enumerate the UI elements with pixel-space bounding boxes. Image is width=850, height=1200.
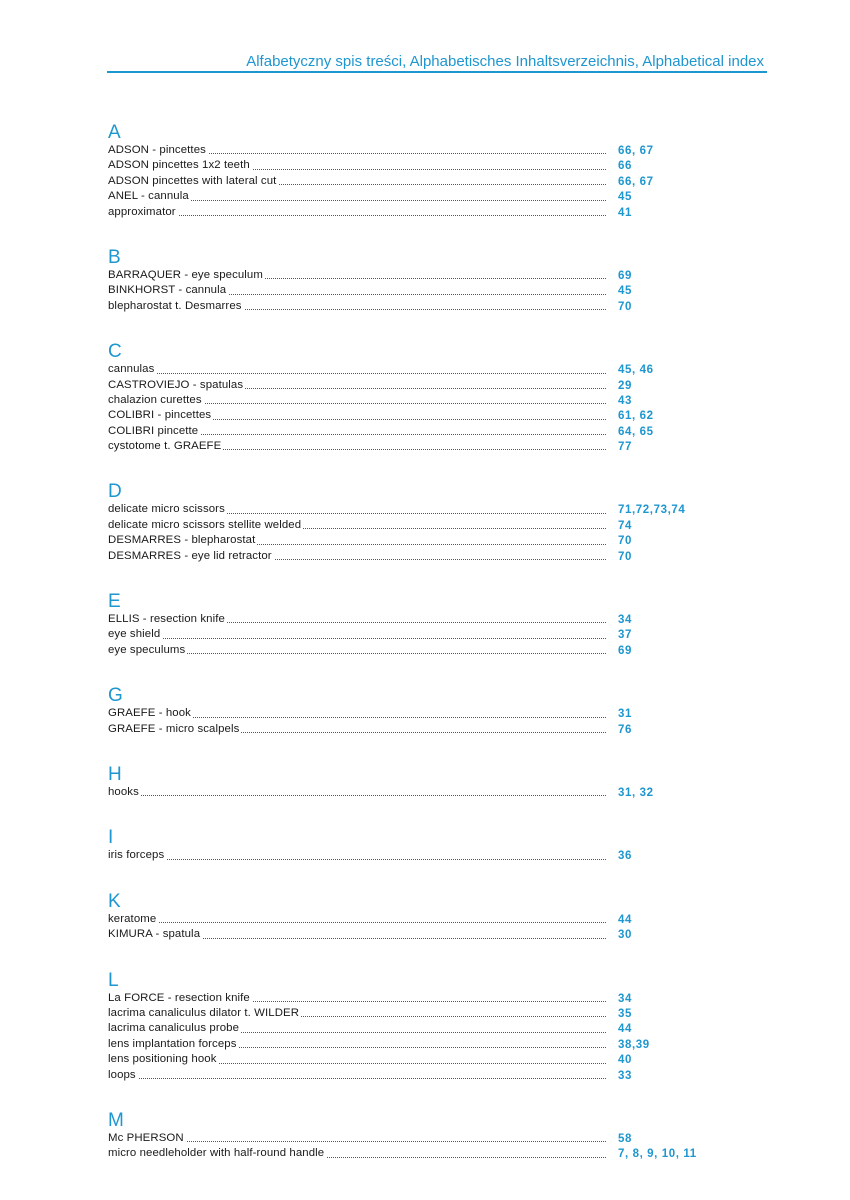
entry-page-numbers: 69 bbox=[618, 644, 632, 657]
entry-term-text: GRAEFE - micro scalpels bbox=[108, 722, 240, 735]
entry-page-numbers: 34 bbox=[618, 992, 632, 1005]
entry-term bbox=[108, 1021, 606, 1036]
entry-page-numbers: 64, 65 bbox=[618, 425, 654, 438]
entry-term-text: COLIBRI - pincettes bbox=[108, 409, 212, 422]
entry-term bbox=[108, 189, 606, 204]
entry-term bbox=[108, 612, 606, 627]
entry-page-numbers: 44 bbox=[618, 913, 632, 926]
entry-term-text: lens positioning hook bbox=[108, 1053, 217, 1066]
entry-term-text: ANEL - cannula bbox=[108, 190, 189, 203]
entry-term-text: cannulas bbox=[108, 363, 155, 376]
entry-term-text: micro needleholder with half-round handle bbox=[108, 1147, 325, 1160]
index-entry bbox=[108, 408, 718, 423]
entry-page-numbers: 40 bbox=[618, 1054, 632, 1067]
index-section bbox=[108, 248, 718, 314]
entry-term-text: lens implantation forceps bbox=[108, 1037, 237, 1050]
entry-term-text: ADSON pincettes with lateral cut bbox=[108, 174, 277, 187]
index-entry bbox=[108, 927, 718, 942]
entry-page-numbers: 71,72,73,74 bbox=[618, 504, 686, 517]
entry-page-numbers: 66 bbox=[618, 160, 632, 173]
section-letter: H bbox=[108, 763, 122, 785]
entry-term bbox=[108, 158, 606, 173]
section-letter: L bbox=[108, 969, 119, 991]
index-section bbox=[108, 123, 718, 220]
index-entry bbox=[108, 299, 718, 314]
entry-page-numbers: 30 bbox=[618, 929, 632, 942]
entry-term bbox=[108, 362, 606, 377]
entry-term-text: delicate micro scissors stellite welded bbox=[108, 518, 302, 531]
entry-page-numbers: 61, 62 bbox=[618, 410, 654, 423]
index-entry bbox=[108, 424, 718, 439]
header-divider bbox=[107, 71, 767, 73]
entry-term-text: ADSON pincettes 1x2 teeth bbox=[108, 159, 250, 172]
entry-term bbox=[108, 549, 606, 564]
index-entry bbox=[108, 627, 718, 642]
entry-term bbox=[108, 1068, 606, 1083]
index-entry bbox=[108, 785, 718, 800]
entry-term-text: BINKHORST - cannula bbox=[108, 284, 227, 297]
entry-term bbox=[108, 1131, 606, 1146]
entry-term bbox=[108, 722, 606, 737]
index-entry bbox=[108, 143, 718, 158]
index-entry bbox=[108, 205, 718, 220]
index-section bbox=[108, 686, 718, 737]
entry-term bbox=[108, 408, 606, 423]
entry-term-text: DESMARRES - eye lid retractor bbox=[108, 549, 272, 562]
entry-term-text: iris forceps bbox=[108, 849, 165, 862]
entry-term bbox=[108, 143, 606, 158]
section-letter: A bbox=[108, 122, 121, 143]
entry-page-numbers: 76 bbox=[618, 723, 632, 736]
index-section bbox=[108, 482, 718, 564]
entry-term-text: chalazion curettes bbox=[108, 393, 202, 406]
entry-page-numbers: 41 bbox=[618, 206, 632, 219]
entry-term bbox=[108, 518, 606, 533]
entry-term-text: COLIBRI pincette bbox=[108, 424, 199, 437]
index-entry bbox=[108, 706, 718, 721]
section-letter: B bbox=[108, 246, 121, 268]
entry-term bbox=[108, 174, 606, 189]
entry-page-numbers: 66, 67 bbox=[618, 145, 654, 157]
section-letter: C bbox=[108, 341, 122, 363]
index-entry bbox=[108, 378, 718, 393]
index-entry bbox=[108, 991, 718, 1006]
section-letter: K bbox=[108, 890, 121, 912]
index-entry bbox=[108, 1068, 718, 1083]
entry-term-text: delicate micro scissors bbox=[108, 503, 225, 516]
entry-term bbox=[108, 205, 606, 220]
section-letter: E bbox=[108, 591, 121, 613]
index-section bbox=[108, 828, 718, 863]
entry-term bbox=[108, 502, 606, 517]
entry-page-numbers: 31, 32 bbox=[618, 786, 654, 799]
entry-term bbox=[108, 706, 606, 721]
entry-page-numbers: 31 bbox=[618, 708, 632, 721]
entry-term bbox=[108, 299, 606, 314]
entry-term-text: ELLIS - resection knife bbox=[108, 613, 225, 626]
index-entry bbox=[108, 189, 718, 204]
entry-page-numbers: 70 bbox=[618, 550, 632, 563]
entry-page-numbers: 77 bbox=[618, 441, 632, 454]
entry-page-numbers: 38,39 bbox=[618, 1038, 650, 1051]
entry-page-numbers: 70 bbox=[618, 535, 632, 548]
entry-term-text: eye speculums bbox=[108, 643, 186, 656]
entry-page-numbers: 45 bbox=[618, 191, 632, 204]
index-entry bbox=[108, 1131, 718, 1146]
entry-page-numbers: 36 bbox=[618, 850, 632, 863]
index-entry bbox=[108, 912, 718, 927]
entry-term bbox=[108, 848, 606, 863]
index-entry bbox=[108, 533, 718, 548]
entry-term bbox=[108, 912, 606, 927]
index-entry bbox=[108, 1006, 718, 1021]
entry-term bbox=[108, 393, 606, 408]
index-entry bbox=[108, 1021, 718, 1036]
entry-page-numbers: 45 bbox=[618, 285, 632, 298]
section-letter: G bbox=[108, 685, 123, 707]
index-entry bbox=[108, 612, 718, 627]
entry-term bbox=[108, 1146, 606, 1161]
entry-term-text: blepharostat t. Desmarres bbox=[108, 299, 242, 312]
entry-term bbox=[108, 439, 606, 454]
entry-term-text: Mc PHERSON bbox=[108, 1131, 184, 1144]
entry-term bbox=[108, 378, 606, 393]
section-letter: M bbox=[108, 1109, 124, 1131]
entry-term bbox=[108, 533, 606, 548]
entry-page-numbers: 43 bbox=[618, 394, 632, 407]
entry-term bbox=[108, 268, 606, 283]
index-entry bbox=[108, 283, 718, 298]
entry-term-text: lacrima canaliculus dilator t. WILDER bbox=[108, 1006, 300, 1019]
entry-page-numbers: 45, 46 bbox=[618, 364, 654, 377]
index-section bbox=[108, 892, 718, 943]
index-entry bbox=[108, 439, 718, 454]
index-entry bbox=[108, 1037, 718, 1052]
entry-term bbox=[108, 643, 606, 658]
index-entry bbox=[108, 722, 718, 737]
index-entry bbox=[108, 1146, 718, 1161]
entry-term-text: hooks bbox=[108, 785, 139, 798]
entry-page-numbers: 35 bbox=[618, 1007, 632, 1020]
index-entry bbox=[108, 518, 718, 533]
entry-term bbox=[108, 1006, 606, 1021]
entry-term bbox=[108, 927, 606, 942]
entry-page-numbers: 7, 8, 9, 10, 11 bbox=[618, 1148, 697, 1161]
entry-term-text: lacrima canaliculus probe bbox=[108, 1022, 240, 1035]
entry-term-text: eye shield bbox=[108, 628, 161, 641]
entry-term-text: La FORCE - resection knife bbox=[108, 991, 250, 1004]
index-entry bbox=[108, 158, 718, 173]
index-section bbox=[108, 971, 718, 1083]
entry-term-text: keratome bbox=[108, 912, 157, 925]
entry-term-text: cystotome t. GRAEFE bbox=[108, 440, 222, 453]
entry-page-numbers: 29 bbox=[618, 379, 632, 392]
entry-term bbox=[108, 1052, 606, 1067]
entry-term-text: KIMURA - spatula bbox=[108, 928, 201, 941]
entry-term bbox=[108, 785, 606, 800]
index-entry bbox=[108, 393, 718, 408]
index-entry bbox=[108, 268, 718, 283]
entry-term-text: GRAEFE - hook bbox=[108, 707, 191, 720]
entry-page-numbers: 44 bbox=[618, 1023, 632, 1036]
index-entry bbox=[108, 502, 718, 517]
index-entry bbox=[108, 174, 718, 189]
entry-page-numbers: 33 bbox=[618, 1069, 632, 1082]
index-section bbox=[108, 765, 718, 800]
page-header-title: Alfabetyczny spis treści, Alphabetisches Inhaltsverzeichnis, Alphabetical index bbox=[246, 53, 764, 70]
entry-term bbox=[108, 991, 606, 1006]
entry-term-text: CASTROVIEJO - spatulas bbox=[108, 378, 244, 391]
entry-term-text: DESMARRES - blepharostat bbox=[108, 534, 256, 547]
index-entry bbox=[108, 362, 718, 377]
entry-term-text: BARRAQUER - eye speculum bbox=[108, 268, 263, 281]
index-entry bbox=[108, 549, 718, 564]
alphabetical-index bbox=[108, 95, 718, 1162]
entry-page-numbers: 66, 67 bbox=[618, 175, 654, 188]
index-entry bbox=[108, 848, 718, 863]
entry-term-text: loops bbox=[108, 1068, 136, 1081]
entry-page-numbers: 74 bbox=[618, 519, 632, 532]
entry-page-numbers: 70 bbox=[618, 300, 632, 313]
section-letter: D bbox=[108, 481, 122, 503]
index-entry bbox=[108, 643, 718, 658]
index-section bbox=[108, 342, 718, 454]
entry-term bbox=[108, 424, 606, 439]
entry-term bbox=[108, 283, 606, 298]
index-section bbox=[108, 1111, 718, 1162]
entry-page-numbers: 69 bbox=[618, 269, 632, 282]
entry-term-text: ADSON - pincettes bbox=[108, 144, 206, 156]
entry-term bbox=[108, 627, 606, 642]
entry-term-text: approximator bbox=[108, 205, 176, 218]
section-letter: I bbox=[108, 827, 114, 849]
index-section bbox=[108, 592, 718, 658]
entry-page-numbers: 37 bbox=[618, 629, 632, 642]
entry-page-numbers: 34 bbox=[618, 614, 632, 627]
entry-page-numbers: 58 bbox=[618, 1132, 632, 1145]
entry-term bbox=[108, 1037, 606, 1052]
index-entry bbox=[108, 1052, 718, 1067]
